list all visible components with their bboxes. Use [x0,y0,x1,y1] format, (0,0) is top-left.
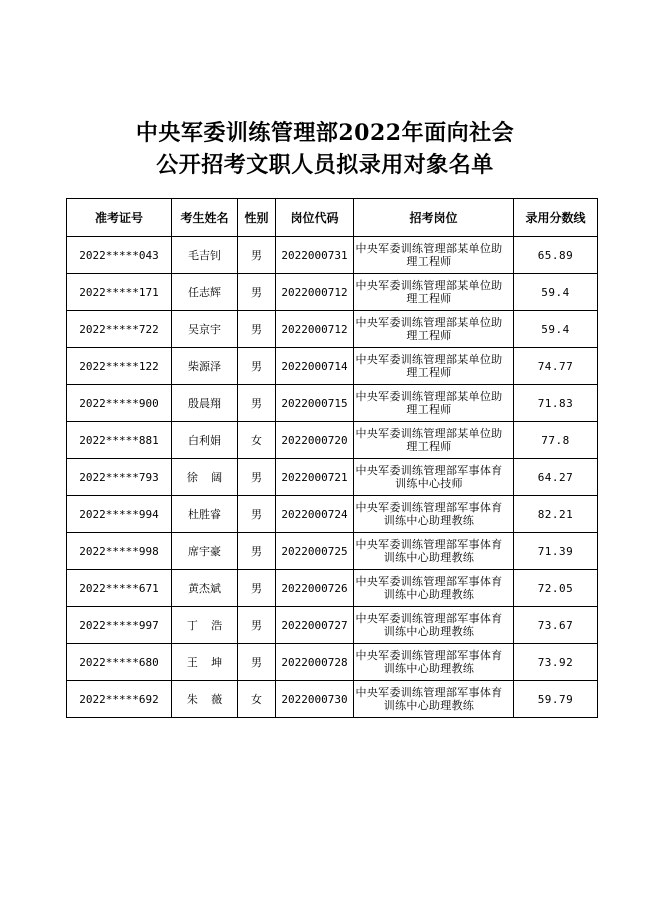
post-title-text: 中央军委训练管理部某单位助理工程师 [355,316,503,342]
post-code-cell: 2022000724 [276,496,354,533]
exam-number-cell: 2022*****722 [67,311,172,348]
exam-number-cell: 2022*****998 [67,533,172,570]
table-header-row [67,199,598,237]
header-score-line: 录用分数线 [514,199,598,237]
gender-cell: 男 [238,385,276,422]
candidate-name-cell: 徐 阔 [172,459,238,496]
score-line-cell: 77.8 [514,422,598,459]
exam-number-cell: 2022*****900 [67,385,172,422]
candidate-name-cell: 席宇豪 [172,533,238,570]
post-title-text: 中央军委训练管理部军事体育训练中心助理教练 [355,612,503,638]
candidate-name-cell: 任志辉 [172,274,238,311]
post-title-cell [354,570,514,607]
header-candidate-name: 考生姓名 [172,199,238,237]
exam-number-cell: 2022*****692 [67,681,172,718]
candidate-name-cell: 杜胜睿 [172,496,238,533]
candidate-name-cell: 柴源泽 [172,348,238,385]
exam-number-cell: 2022*****793 [67,459,172,496]
post-code-cell: 2022000712 [276,311,354,348]
post-title-text: 中央军委训练管理部某单位助理工程师 [355,242,503,268]
table-row [67,607,598,644]
score-line-cell: 59.4 [514,311,598,348]
header-exam-number: 准考证号 [67,199,172,237]
candidate-name-cell: 黄杰斌 [172,570,238,607]
score-line-cell: 74.77 [514,348,598,385]
score-line-cell: 73.92 [514,644,598,681]
document-title-line-1: 中央军委训练管理部2022年面向社会 [135,120,515,146]
post-code-cell: 2022000730 [276,681,354,718]
exam-number-cell: 2022*****122 [67,348,172,385]
post-title-cell [354,422,514,459]
gender-cell: 男 [238,237,276,274]
score-line-cell: 71.39 [514,533,598,570]
score-line-cell: 73.67 [514,607,598,644]
table-row [67,533,598,570]
post-code-cell: 2022000714 [276,348,354,385]
score-line-cell: 71.83 [514,385,598,422]
post-title-cell [354,348,514,385]
post-title-text: 中央军委训练管理部军事体育训练中心助理教练 [355,575,503,601]
admission-list-table [66,198,598,718]
table-row [67,237,598,274]
post-title-cell [354,533,514,570]
post-title-text: 中央军委训练管理部军事体育训练中心助理教练 [355,649,503,675]
post-title-text: 中央军委训练管理部某单位助理工程师 [355,353,503,379]
post-code-cell: 2022000726 [276,570,354,607]
post-title-text: 中央军委训练管理部军事体育训练中心助理教练 [355,501,503,527]
table-row [67,459,598,496]
table-row [67,348,598,385]
post-title-cell [354,385,514,422]
post-code-cell: 2022000725 [276,533,354,570]
post-title-cell [354,607,514,644]
candidate-name-cell: 吴京宇 [172,311,238,348]
table-row [67,644,598,681]
post-title-cell [354,496,514,533]
post-code-cell: 2022000720 [276,422,354,459]
post-title-text: 中央军委训练管理部某单位助理工程师 [355,279,503,305]
score-line-cell: 59.79 [514,681,598,718]
candidate-name-cell: 王 坤 [172,644,238,681]
table-row [67,311,598,348]
gender-cell: 男 [238,348,276,385]
gender-cell: 女 [238,681,276,718]
candidate-name-cell: 白利娟 [172,422,238,459]
gender-cell: 女 [238,422,276,459]
post-title-cell [354,644,514,681]
exam-number-cell: 2022*****671 [67,570,172,607]
candidate-name-cell: 朱 薇 [172,681,238,718]
gender-cell: 男 [238,644,276,681]
post-code-cell: 2022000712 [276,274,354,311]
gender-cell: 男 [238,533,276,570]
header-gender: 性别 [238,199,276,237]
gender-cell: 男 [238,274,276,311]
score-line-cell: 72.05 [514,570,598,607]
document-title-line-2: 公开招考文职人员拟录用对象名单 [156,152,494,178]
candidate-name-cell: 殷晨翔 [172,385,238,422]
candidate-name-cell: 丁 浩 [172,607,238,644]
post-title-cell [354,311,514,348]
table-row [67,496,598,533]
header-post-title: 招考岗位 [354,199,514,237]
score-line-cell: 65.89 [514,237,598,274]
table-row [67,274,598,311]
gender-cell: 男 [238,311,276,348]
post-title-text: 中央军委训练管理部军事体育训练中心助理教练 [355,686,503,712]
gender-cell: 男 [238,607,276,644]
exam-number-cell: 2022*****171 [67,274,172,311]
post-title-text: 中央军委训练管理部军事体育训练中心技师 [355,464,503,490]
post-title-cell [354,459,514,496]
post-code-cell: 2022000715 [276,385,354,422]
header-post-code: 岗位代码 [276,199,354,237]
table-row [67,681,598,718]
post-code-cell: 2022000728 [276,644,354,681]
post-code-cell: 2022000727 [276,607,354,644]
gender-cell: 男 [238,496,276,533]
score-line-cell: 64.27 [514,459,598,496]
gender-cell: 男 [238,570,276,607]
post-code-cell: 2022000731 [276,237,354,274]
score-line-cell: 59.4 [514,274,598,311]
table-body [67,237,598,718]
table-row [67,422,598,459]
post-title-cell [354,274,514,311]
exam-number-cell: 2022*****881 [67,422,172,459]
post-title-cell [354,681,514,718]
exam-number-cell: 2022*****680 [67,644,172,681]
exam-number-cell: 2022*****043 [67,237,172,274]
post-title-cell [354,237,514,274]
post-title-text: 中央军委训练管理部军事体育训练中心助理教练 [355,538,503,564]
post-title-text: 中央军委训练管理部某单位助理工程师 [355,390,503,416]
exam-number-cell: 2022*****997 [67,607,172,644]
gender-cell: 男 [238,459,276,496]
table-row [67,570,598,607]
exam-number-cell: 2022*****994 [67,496,172,533]
score-line-cell: 82.21 [514,496,598,533]
candidate-name-cell: 毛吉钊 [172,237,238,274]
post-title-text: 中央军委训练管理部某单位助理工程师 [355,427,503,453]
post-code-cell: 2022000721 [276,459,354,496]
table-row [67,385,598,422]
